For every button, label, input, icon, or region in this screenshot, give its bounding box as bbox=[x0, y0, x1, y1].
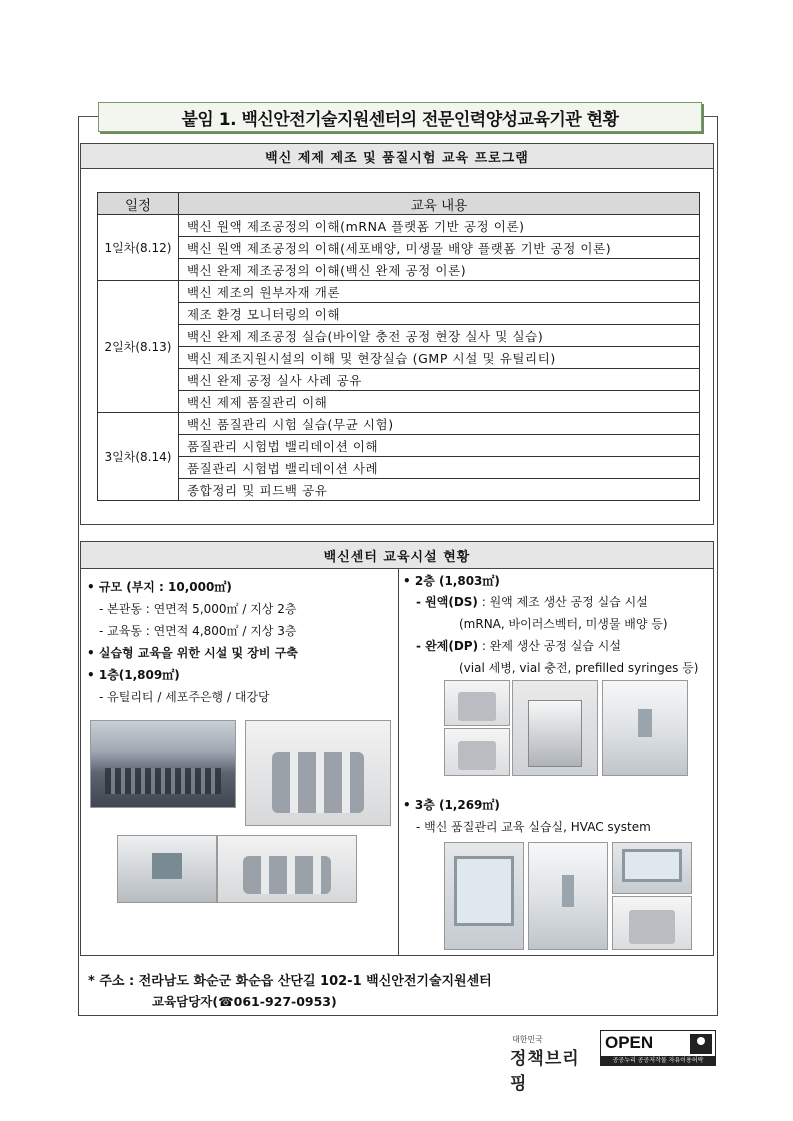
table-row bbox=[98, 457, 700, 479]
open-sub-text: 공공누리 공공저작물 자유이용허락 bbox=[601, 1056, 715, 1065]
briefing-text: 정책브리핑 bbox=[510, 1049, 580, 1094]
open-license-logo bbox=[600, 1030, 716, 1066]
main-building-text: - 본관동 : 연면적 5,000㎡ / 지상 2층 bbox=[99, 602, 297, 616]
program-item: 백신 완제 제조공정의 이해(백신 완제 공정 이론) bbox=[179, 259, 700, 281]
license-badge-icon bbox=[690, 1034, 712, 1054]
hvac-photo-2 bbox=[612, 896, 692, 950]
ds-lab-photo-1 bbox=[444, 680, 510, 726]
dp-label: - 완제(DP) bbox=[416, 639, 479, 653]
qc-corridor-photo bbox=[528, 842, 608, 950]
program-heading: 백신 제제 제조 및 품질시험 교육 프로그램 bbox=[81, 144, 713, 169]
address-text: * 주소 : 전라남도 화순군 화순읍 산단길 102-1 백신안전기술지원센터 bbox=[88, 974, 492, 989]
table-row bbox=[98, 391, 700, 413]
hallway-photo bbox=[117, 835, 217, 903]
dp-desc: : 완제 생산 공정 실습 시설 bbox=[478, 639, 621, 653]
floor2-text: • 2층 (1,803㎡) bbox=[403, 574, 500, 588]
cell-bank-photo bbox=[245, 720, 391, 826]
table-row bbox=[98, 215, 700, 237]
ds-label: - 원액(DS) bbox=[416, 595, 478, 609]
column-divider bbox=[398, 569, 399, 956]
table-row bbox=[98, 435, 700, 457]
ds-lab-photo-2 bbox=[444, 728, 510, 776]
utility-photo bbox=[217, 835, 357, 903]
program-item: 백신 원액 제조공정의 이해(mRNA 플랫폼 기반 공정 이론) bbox=[179, 215, 700, 237]
page-title: 붙임 1. 백신안전기술지원센터의 전문인력양성교육기관 현황 bbox=[98, 102, 702, 132]
table-row bbox=[98, 281, 700, 303]
program-item: 백신 완제 공정 실사 사례 공유 bbox=[179, 369, 700, 391]
facility-heading: 백신센터 교육시설 현황 bbox=[81, 542, 713, 569]
schedule-table bbox=[97, 192, 700, 501]
table-header-row bbox=[98, 193, 700, 215]
table-row bbox=[98, 237, 700, 259]
table-row bbox=[98, 325, 700, 347]
contact-text: 교육담당자(☎061-927-0953) bbox=[152, 994, 337, 1009]
auditorium-photo bbox=[90, 720, 236, 808]
floor3-desc: - 백신 품질관리 교육 실습실, HVAC system bbox=[416, 820, 651, 834]
table-row bbox=[98, 303, 700, 325]
facility-section bbox=[80, 541, 714, 956]
day-cell: 2일차(8.13) bbox=[98, 281, 179, 413]
program-item: 백신 원액 제조공정의 이해(세포배양, 미생물 배양 플랫폼 기반 공정 이론) bbox=[179, 237, 700, 259]
program-section bbox=[80, 143, 714, 525]
program-item: 품질관리 시험법 밸리데이션 사례 bbox=[179, 457, 700, 479]
table-row bbox=[98, 413, 700, 435]
program-item: 백신 제조의 원부자재 개론 bbox=[179, 281, 700, 303]
ds-desc: : 원액 제조 생산 공정 실습 시설 bbox=[477, 595, 648, 609]
table-row bbox=[98, 369, 700, 391]
table-row bbox=[98, 479, 700, 501]
qc-lab-photo bbox=[444, 842, 524, 950]
program-item: 백신 제조지원시설의 이해 및 현장실습 (GMP 시설 및 유틸리티) bbox=[179, 347, 700, 369]
edu-building-text: - 교육동 : 연면적 4,800㎡ / 지상 3층 bbox=[99, 624, 297, 638]
equipment-text: • 실습형 교육을 위한 시설 및 장비 구축 bbox=[87, 646, 298, 660]
col-content: 교육 내용 bbox=[179, 193, 700, 215]
dp-detail: (vial 세병, vial 충전, prefilled syringes 등) bbox=[459, 661, 699, 675]
program-item: 백신 제제 품질관리 이해 bbox=[179, 391, 700, 413]
policy-briefing-logo bbox=[510, 1034, 594, 1094]
scale-text: • 규모 (부지 : 10,000㎡) bbox=[87, 580, 232, 594]
day-cell: 1일차(8.12) bbox=[98, 215, 179, 281]
floor3-text: • 3층 (1,269㎡) bbox=[403, 798, 500, 812]
floor1-desc: - 유틸리티 / 세포주은행 / 대강당 bbox=[99, 690, 270, 704]
open-text: OPEN bbox=[605, 1033, 654, 1052]
day-cell: 3일차(8.14) bbox=[98, 413, 179, 501]
program-item: 제조 환경 모니터링의 이해 bbox=[179, 303, 700, 325]
program-item: 종합정리 및 피드백 공유 bbox=[179, 479, 700, 501]
corridor-photo bbox=[602, 680, 688, 776]
hvac-photo-1 bbox=[612, 842, 692, 894]
korea-small-text: 대한민국 bbox=[512, 1035, 543, 1044]
floor1-text: • 1층(1,809㎡) bbox=[87, 668, 180, 682]
col-schedule: 일정 bbox=[98, 193, 179, 215]
dp-machine-photo bbox=[512, 680, 598, 776]
program-item: 백신 품질관리 시험 실습(무균 시험) bbox=[179, 413, 700, 435]
program-item: 백신 완제 제조공정 실습(바이알 충전 공정 현장 실사 및 실습) bbox=[179, 325, 700, 347]
table-row bbox=[98, 347, 700, 369]
table-row bbox=[98, 259, 700, 281]
ds-detail: (mRNA, 바이러스벡터, 미생물 배양 등) bbox=[459, 617, 668, 631]
program-item: 품질관리 시험법 밸리데이션 이해 bbox=[179, 435, 700, 457]
